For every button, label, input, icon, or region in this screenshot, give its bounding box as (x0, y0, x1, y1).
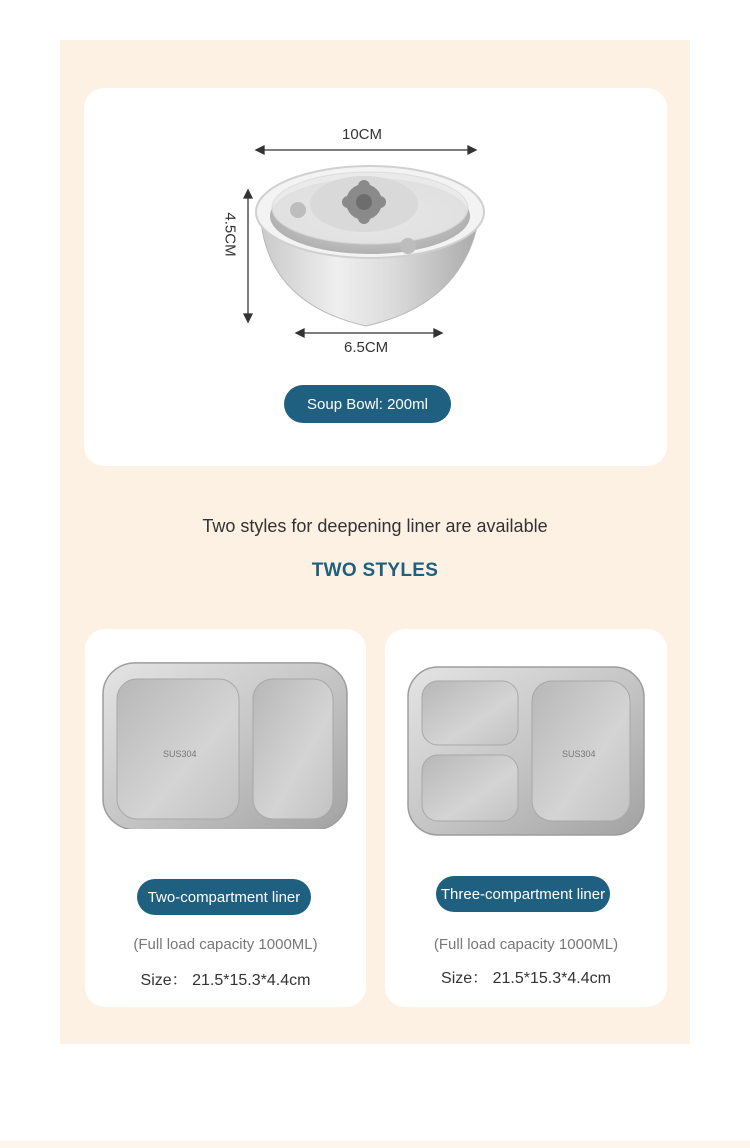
styles-heading: TWO STYLES (311, 560, 439, 581)
bowl-height-label: 4.5CM (221, 212, 239, 257)
width-arrow (256, 146, 476, 154)
two-compartment-capacity: (Full load capacity 1000ML) (133, 936, 318, 953)
vent-knob-icon (400, 238, 416, 254)
product-panel (60, 40, 690, 1044)
bowl-width-label: 10CM (342, 126, 383, 143)
height-arrow (244, 190, 252, 322)
two-compartment-tray-illustration (85, 629, 366, 829)
three-compartment-stamp: SUS304 (562, 749, 596, 759)
soup-bowl-card (84, 88, 667, 466)
three-compartment-tray-illustration (385, 629, 667, 849)
two-compartment-label: Two-compartment liner (137, 879, 311, 915)
three-compartment-label: Three-compartment liner (436, 876, 610, 912)
three-compartment-capacity: (Full load capacity 1000ML) (433, 936, 619, 953)
two-compartment-size: Size： 21.5*15.3*4.4cm (140, 972, 311, 989)
lid-flower-icon (310, 176, 418, 232)
base-arrow (296, 329, 442, 337)
vent-knob-icon (290, 202, 306, 218)
two-compartment-stamp: SUS304 (163, 749, 197, 759)
three-compartment-size: Size： 21.5*15.3*4.4cm (441, 970, 611, 987)
bottom-divider (0, 1141, 750, 1148)
soup-bowl-label: Soup Bowl: 200ml (284, 385, 451, 423)
three-compartment-card (385, 629, 667, 1007)
soup-bowl-illustration (84, 88, 667, 348)
styles-subtitle: Two styles for deepening liner are available (202, 516, 548, 536)
two-compartment-card (85, 629, 366, 1007)
bowl-base-label: 6.5CM (344, 339, 389, 356)
